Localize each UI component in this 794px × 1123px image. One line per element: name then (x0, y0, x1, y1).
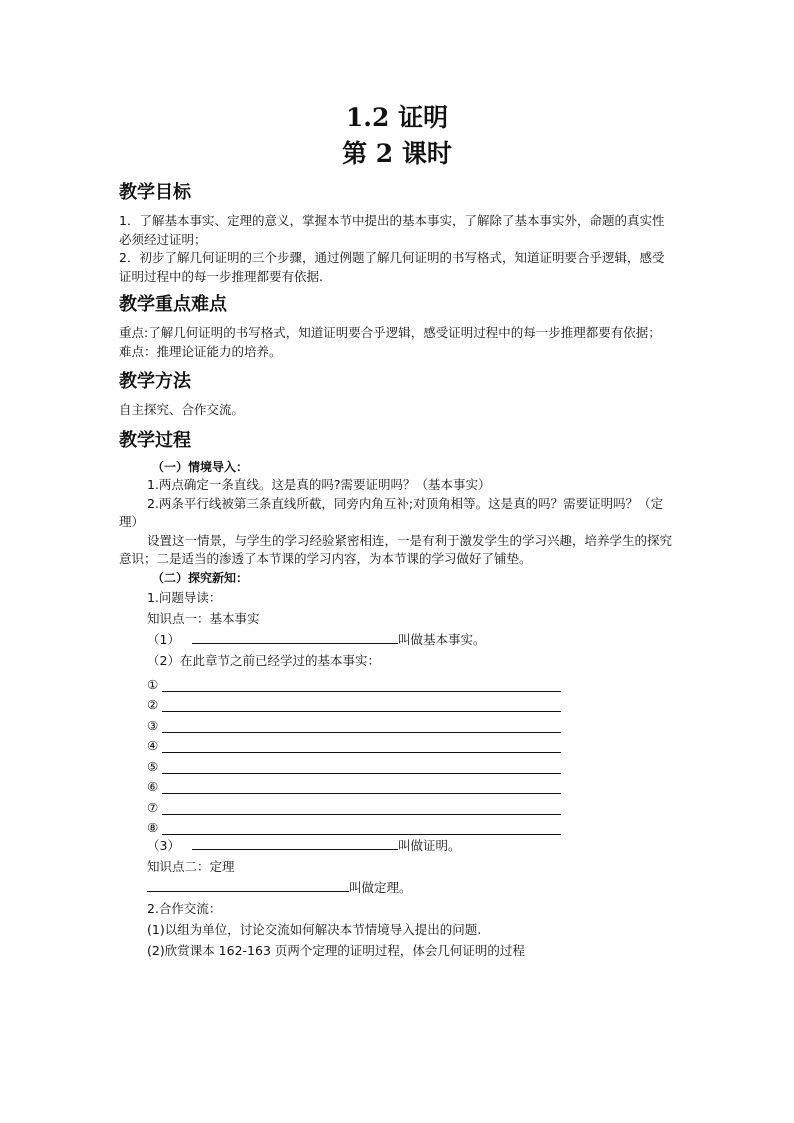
circled-number: ④ (147, 738, 159, 753)
circled-number: ③ (147, 717, 159, 733)
fill-blank-theorem-tail: 叫做定理。 (349, 880, 412, 895)
circled-blank-row (119, 774, 675, 795)
process-item-3 (119, 532, 675, 569)
blank-line[interactable] (162, 780, 561, 794)
knowledge-point-2: 知识点二：定理 (147, 859, 235, 874)
blank-line[interactable] (162, 821, 561, 835)
coop-heading: 2.合作交流： (147, 901, 222, 916)
fill-blank-1 (119, 629, 675, 650)
circled-blank-row (119, 692, 675, 713)
section-heading-method: 教学方法 (119, 371, 191, 392)
doc-title: 1.2 证明 (345, 103, 449, 132)
coop-item-2: (2)欣赏课本 162-163 页两个定理的证明过程，体会几何证明的过程 (147, 943, 525, 958)
question-heading: 1.问题导读： (147, 590, 222, 605)
method-paragraph: 自主探究、合作交流。 (119, 402, 245, 417)
fill-blank-3-tail: 叫做证明。 (397, 838, 461, 853)
document-page (119, 100, 675, 961)
circled-number: ① (147, 676, 159, 692)
blank-line[interactable] (162, 760, 561, 774)
section-heading-goals: 教学目标 (119, 182, 191, 203)
fill-blank-3 (119, 835, 675, 857)
subheading-situation: （一）情境导入： (152, 459, 249, 474)
circled-blank-row (119, 794, 675, 815)
goals-paragraph-2: 2．初步了解几何证明的三个步骤，通过例题了解几何证明的书写格式，知道证明要合乎逻辑，感受证明过程中的每一步推理都要有依据. (119, 250, 665, 284)
knowledge-point-1: 知识点一：基本事实 (147, 611, 260, 626)
circled-number: ⑥ (147, 779, 159, 794)
process-item-1: 1.两点确定一条直线。这是真的吗?需要证明吗？（基本事实） (147, 477, 491, 492)
circled-number: ⑦ (147, 799, 159, 815)
process-item-2 (119, 495, 675, 532)
blank-line[interactable] (147, 878, 349, 892)
process-item-2-text: 2.两条平行线被第三条直线所截，同旁内角互补;对顶角相等。这是真的吗？需要证明吗？（定理） (119, 495, 664, 529)
fill-blank-1-tail: 叫做基本事实。 (397, 632, 486, 647)
blank-line[interactable] (162, 698, 561, 712)
blank-line[interactable] (162, 678, 561, 692)
key-paragraph-2: 难点：推理论证能力的培养。 (119, 343, 282, 359)
section-heading-key: 教学重点难点 (119, 294, 227, 315)
fill-blank-2: （2）在此章节之前已经学过的基本事实： (147, 653, 380, 668)
circled-number: ⑧ (147, 820, 159, 835)
blank-line[interactable] (162, 801, 561, 815)
process-item-3-text: 设置这一情景，与学生的学习经验紧密相连，一是有利于激发学生的学习兴趣，培养学生的探究意识；二是适当的渗透了本节课的学习内容，为本节课的学习做好了铺垫。 (119, 532, 673, 566)
circled-blank-list (119, 671, 675, 835)
circled-number: ⑤ (147, 758, 159, 774)
circled-blank-row (119, 815, 675, 836)
circled-blank-row (119, 733, 675, 754)
blank-line[interactable] (192, 630, 398, 644)
key-paragraph-1: 重点:了解几何证明的书写格式，知道证明要合乎逻辑，感受证明过程中的每一步推理都要有依据； (119, 325, 661, 340)
circled-blank-row (119, 712, 675, 733)
section-heading-process: 教学过程 (119, 429, 191, 451)
fill-blank-1-num: （1） (147, 632, 180, 647)
circled-blank-row (119, 753, 675, 774)
coop-item-1: (1)以组为单位，讨论交流如何解决本节情境导入提出的问题. (147, 922, 482, 937)
goals-paragraph-1: 1．了解基本事实、定理的意义，掌握本节中提出的基本事实，了解除了基本事实外，命题的真实性必须经过证明； (119, 213, 665, 247)
fill-blank-3-num: （3） (147, 838, 180, 853)
blank-line[interactable] (162, 719, 561, 733)
circled-blank-row (119, 671, 675, 692)
fill-blank-theorem (119, 877, 675, 899)
blank-line[interactable] (162, 739, 561, 753)
subheading-explore: （二）探究新知： (152, 570, 249, 585)
circled-number: ② (147, 697, 159, 712)
blank-line[interactable] (192, 836, 398, 850)
doc-subtitle: 第 2 课时 (342, 139, 452, 168)
